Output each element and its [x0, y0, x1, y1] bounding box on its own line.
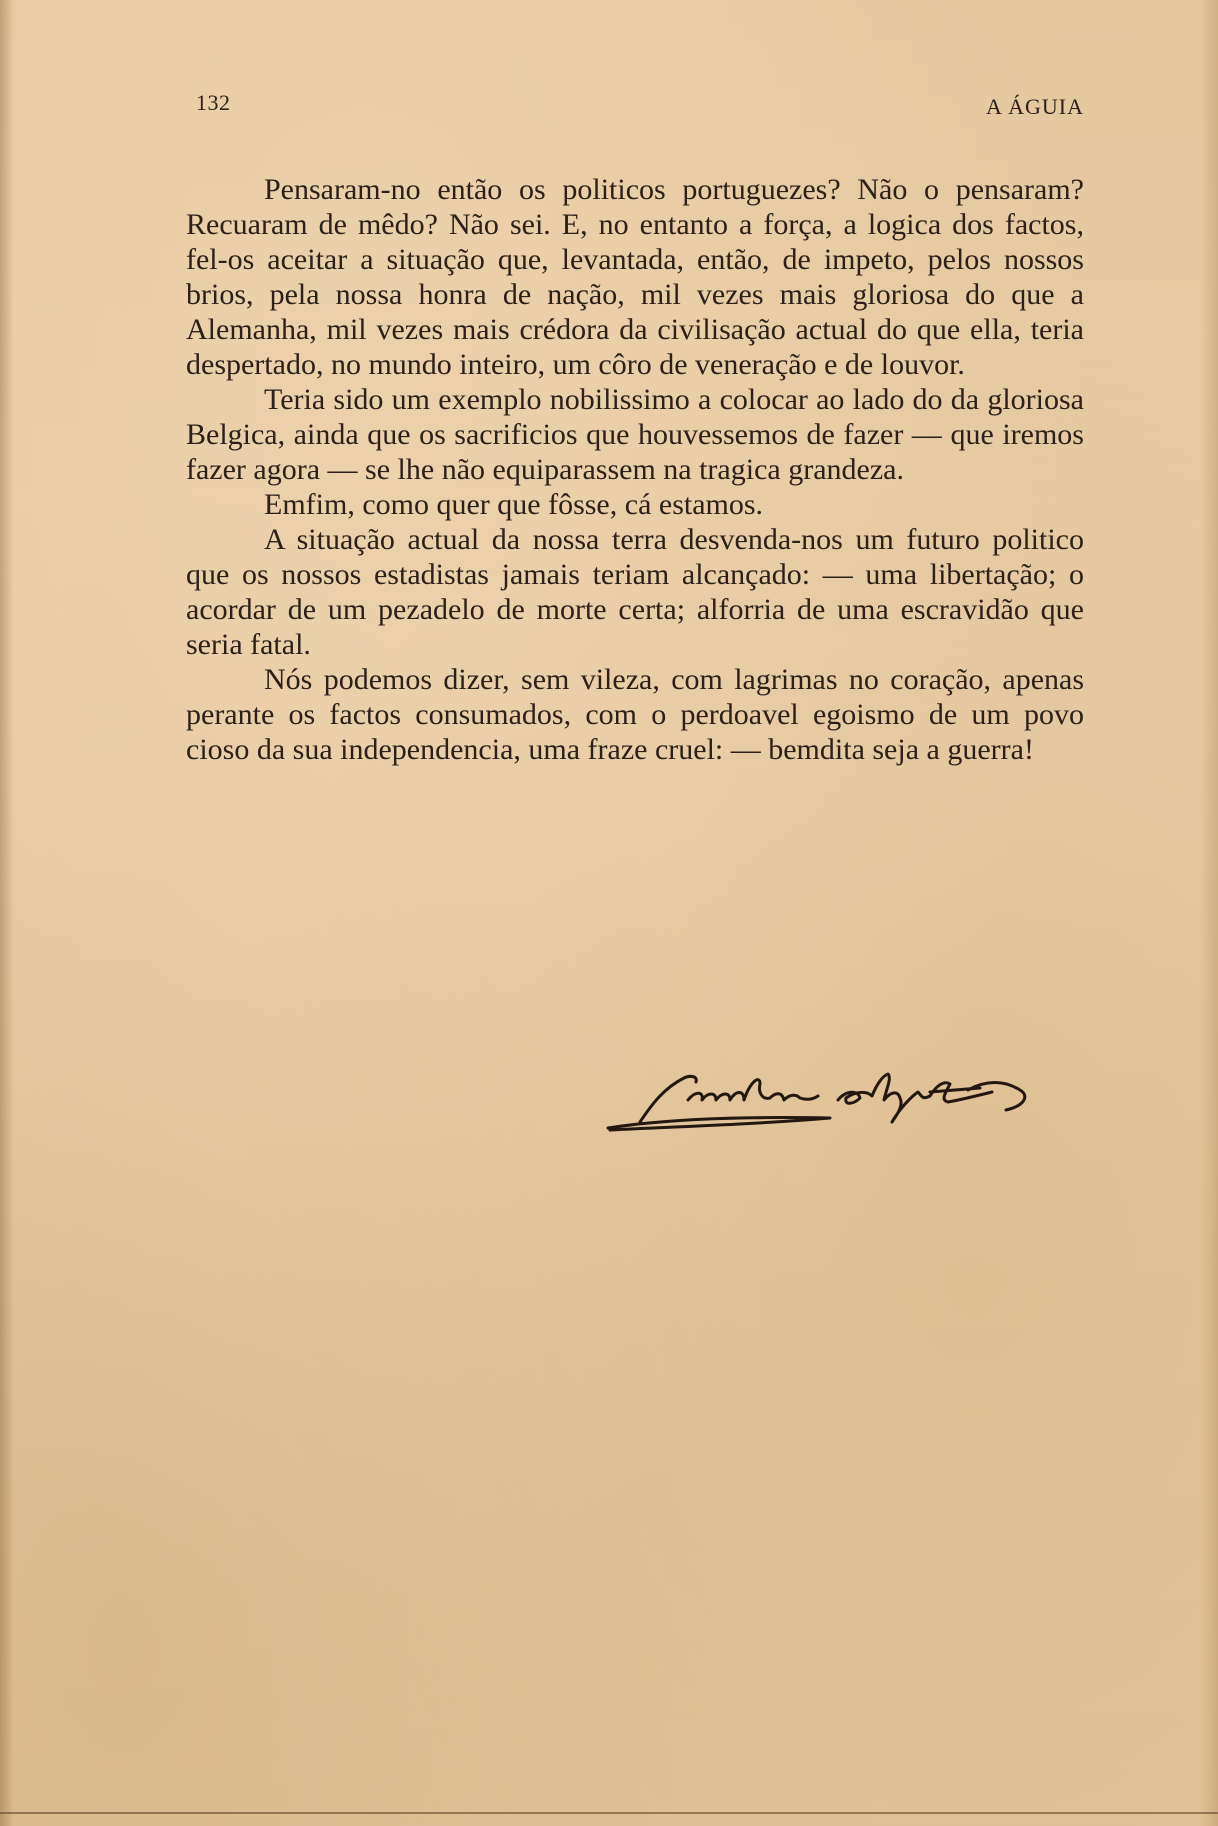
handwritten-signature [600, 1056, 1060, 1146]
body-text [186, 172, 1084, 767]
paragraph-1: Pensaram-no então os politicos portuguezes? Não o pensaram? Recuaram de mêdo? Não sei. E, no entanto a força, a logica dos factos, fel-os aceitar a situação que, levantada, então, de impeto, pelos nossos brios, pela nossa honra de nação, mil vezes mais gloriosa do que a Alemanha, mil vezes mais crédora da civilisação actual do que ella, teria despertado, no mundo inteiro, um côro de veneração e de louvor. [186, 173, 1084, 381]
running-head [196, 90, 1084, 120]
page-number: 132 [196, 90, 231, 115]
paragraph-2: Teria sido um exemplo nobilissimo a colocar ao lado do da gloriosa Belgica, ainda que os sacrificios que houvessemos de fazer — que iremos fazer agora — se lhe não equiparassem na tragica grandeza. [186, 383, 1084, 486]
paragraph-5: Nós podemos dizer, sem vileza, com lagrimas no coração, apenas perante os factos consumados, com o perdoavel egoismo de um povo cioso da sua independencia, uma fraze cruel: — bemdita seja a guerra! [186, 663, 1084, 766]
bottom-edge-rule [0, 1812, 1218, 1814]
page-edge-shadow-right [1200, 0, 1218, 1826]
paragraph-3: Emfim, como quer que fôsse, cá estamos. [264, 488, 764, 521]
journal-title: A ÁGUIA [985, 94, 1084, 119]
page-edge-shadow-left [0, 0, 14, 1826]
paragraph-4: A situação actual da nossa terra desvenda-nos um futuro politico que os nossos estadistas jamais teriam alcançado: — uma libertação; o acordar de um pezadelo de morte certa; alforria de uma escravidão que seria fatal. [186, 523, 1084, 661]
